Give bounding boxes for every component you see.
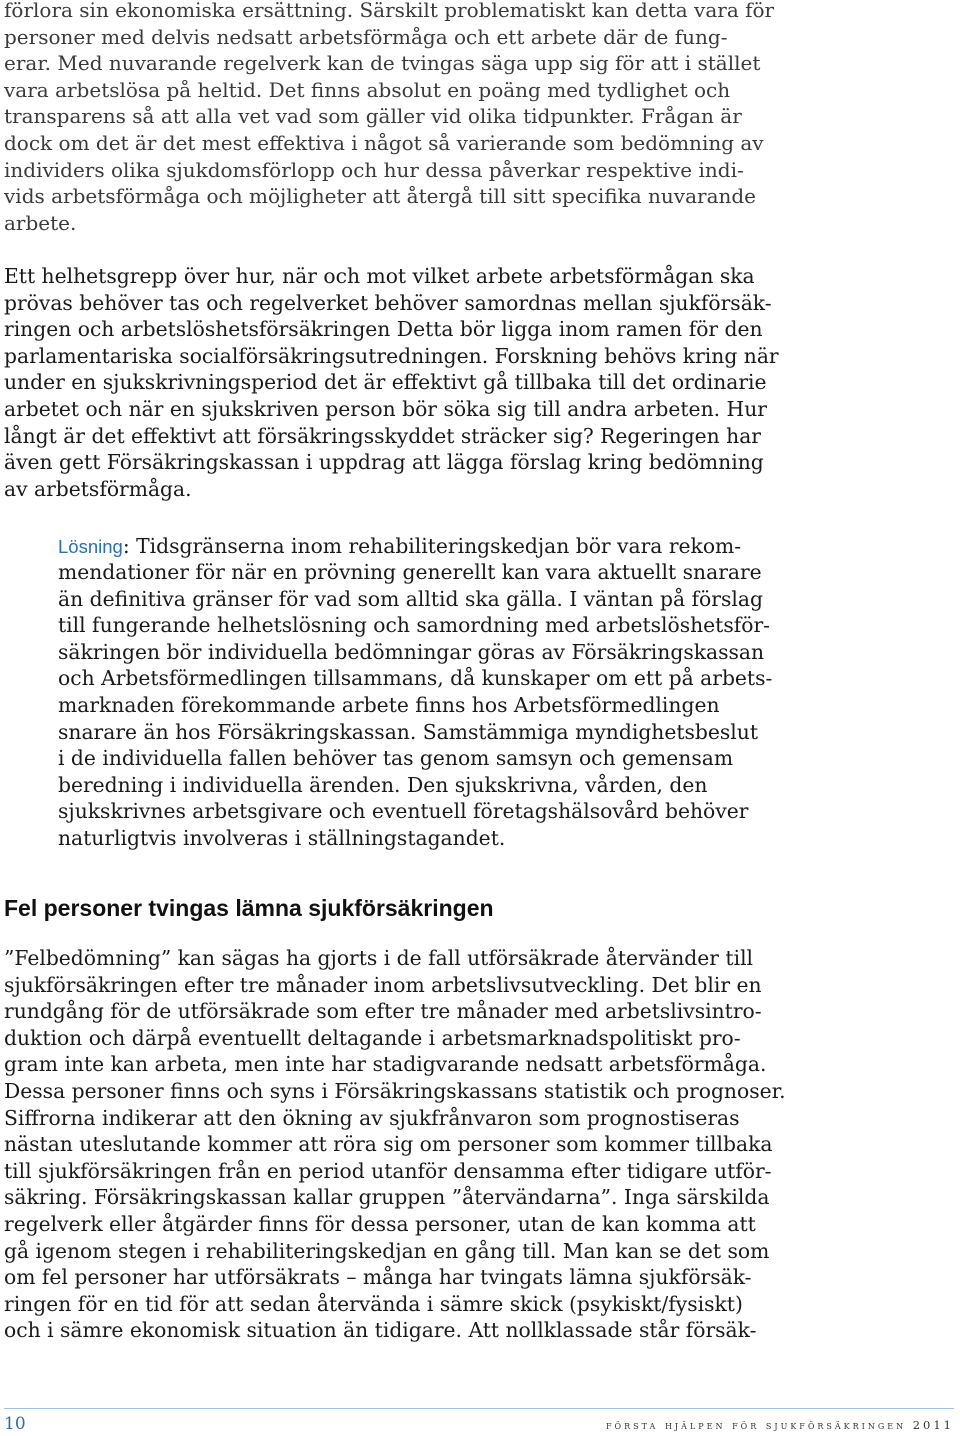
paragraph-line: säkring. Försäkringskassan kallar gruppen ”återvändarna”. Inga särskilda <box>4 1185 770 1210</box>
solution-line: sjukskrivnes arbetsgivare och eventuell företagshälsovård behöver <box>58 799 749 824</box>
solution-line: i de individuella fallen behöver tas genom samsyn och gemensam <box>58 746 734 771</box>
paragraph-line: gå igenom stegen i rehabiliteringskedjan en gång till. Man kan se det som <box>4 1238 770 1263</box>
paragraph-line: långt är det effektivt att försäkringsskyddet sträcker sig? Regeringen har <box>4 423 762 448</box>
paragraph-line: och i sämre ekonomisk situation än tidigare. Att nollklassade står försäk- <box>4 1318 757 1343</box>
solution-line: beredning i individuella ärenden. Den sjukskrivna, vården, den <box>58 772 708 797</box>
paragraph-line: till sjukförsäkringen från en period utanför densamma efter tidigare utför- <box>4 1158 772 1183</box>
solution-line: marknaden förekommande arbete finns hos Arbetsförmedlingen <box>58 693 720 717</box>
paragraph-line: Siffrorna indikerar att den ökning av sjukfrånvaron som prognostiseras <box>4 1105 740 1130</box>
paragraph-line: dock om det är det mest effektiva i något så varierande som bedömning av <box>4 131 764 155</box>
paragraph-line: Ett helhetsgrepp över hur, när och mot vilket arbete arbetsförmågan ska <box>4 264 755 288</box>
paragraph-line: prövas behöver tas och regelverket behöver samordnas mellan sjukförsäk- <box>4 290 772 315</box>
paragraph-line: om fel personer har utförsäkrats – många har tvingats lämna sjukförsäk- <box>4 1265 752 1290</box>
section-heading: Fel personer tvingas lämna sjukförsäkringen <box>4 895 494 921</box>
solution-label: Lösning <box>58 536 123 557</box>
page-number: 10 <box>4 1414 26 1434</box>
paragraph-line: arbetet och när en sjukskriven person bör söka sig till andra arbeten. Hur <box>4 397 767 421</box>
paragraph-line: transparens så att alla vet vad som gäller vid olika tidpunkter. Frågan är <box>4 104 742 129</box>
solution-line: till fungerande helhetslösning och samordning med arbetslöshetsför- <box>58 613 770 638</box>
paragraph-line: vara arbetslösa på heltid. Det finns absolut en poäng med tydlighet och <box>4 77 731 102</box>
paragraph-line: vids arbetsförmåga och möjligheter att återgå till sitt specifika nuvarande <box>4 184 757 209</box>
paragraph-line: rundgång för de utförsäkrade som efter tre månader med arbetslivsintro- <box>4 999 762 1024</box>
solution-line: än definitiva gränser för vad som alltid ska gälla. I väntan på förslag <box>58 586 763 611</box>
paragraph-line: ringen för en tid för att sedan återvända i sämre skick (psykiskt/fysiskt) <box>4 1291 743 1316</box>
paragraph-line: ”Felbedömning” kan sägas ha gjorts i de fall utförsäkrade återvänder till <box>4 946 754 970</box>
paragraph-line: Dessa personer finns och syns i Försäkringskassans statistik och prognoser. <box>4 1079 786 1103</box>
paragraph-line: erar. Med nuvarande regelverk kan de tvingas säga upp sig för att i stället <box>4 51 761 76</box>
paragraph-line: gram inte kan arbeta, men inte har stadigvarande nedsatt arbetsförmåga. <box>4 1052 767 1077</box>
paragraph-line: personer med delvis nedsatt arbetsförmåga och ett arbete där de fung- <box>4 24 728 49</box>
paragraph-line: duktion och därpå eventuellt deltagande i arbetsmarknadspolitiskt pro- <box>4 1025 741 1050</box>
paragraph-line: även gett Försäkringskassan i uppdrag att lägga förslag kring bedömning <box>4 450 764 475</box>
paragraph-line: ringen och arbetslöshetsförsäkringen Detta bör ligga inom ramen för den <box>4 317 763 342</box>
solution-line: och Arbetsförmedlingen tillsammans, då kunskaper om ett på arbets- <box>58 666 773 691</box>
paragraph-line: sjukförsäkringen efter tre månader inom arbetslivsutveckling. Det blir en <box>4 972 762 997</box>
solution-line: mendationer för när en prövning generellt kan vara aktuellt snarare <box>58 560 762 584</box>
footer-rule <box>4 1408 954 1409</box>
paragraph-line: individers olika sjukdomsförlopp och hur dessa påverkar respektive indi- <box>4 157 744 182</box>
paragraph-line: regelverk eller åtgärder finns för dessa personer, utan de kan komma att <box>4 1212 756 1236</box>
paragraph-line: arbete. <box>4 210 77 235</box>
publication-title: första hjälpen för sjukförsäkringen 2011 <box>606 1418 954 1432</box>
paragraph-line: av arbetsförmåga. <box>4 476 192 501</box>
paragraph-line: förlora sin ekonomiska ersättning. Särskilt problematiskt kan detta vara för <box>4 0 775 22</box>
solution-line: naturligtvis involveras i ställningstagandet. <box>58 826 506 850</box>
solution-line: snarare än hos Försäkringskassan. Samstämmiga myndighetsbeslut <box>58 719 759 744</box>
solution-first-line-text: : Tidsgränserna inom rehabiliteringskedjan bör vara rekom- <box>122 534 742 558</box>
paragraph-line: parlamentariska socialförsäkringsutredningen. Forskning behövs kring när <box>4 343 779 368</box>
solution-line: säkringen bör individuella bedömningar göras av Försäkringskassan <box>58 639 765 664</box>
solution-first-line <box>58 534 741 558</box>
paragraph-line: under en sjukskrivningsperiod det är effektivt gå tillbaka till det ordinarie <box>4 370 767 395</box>
paragraph-line: nästan uteslutande kommer att röra sig om personer som kommer tillbaka <box>4 1132 773 1157</box>
